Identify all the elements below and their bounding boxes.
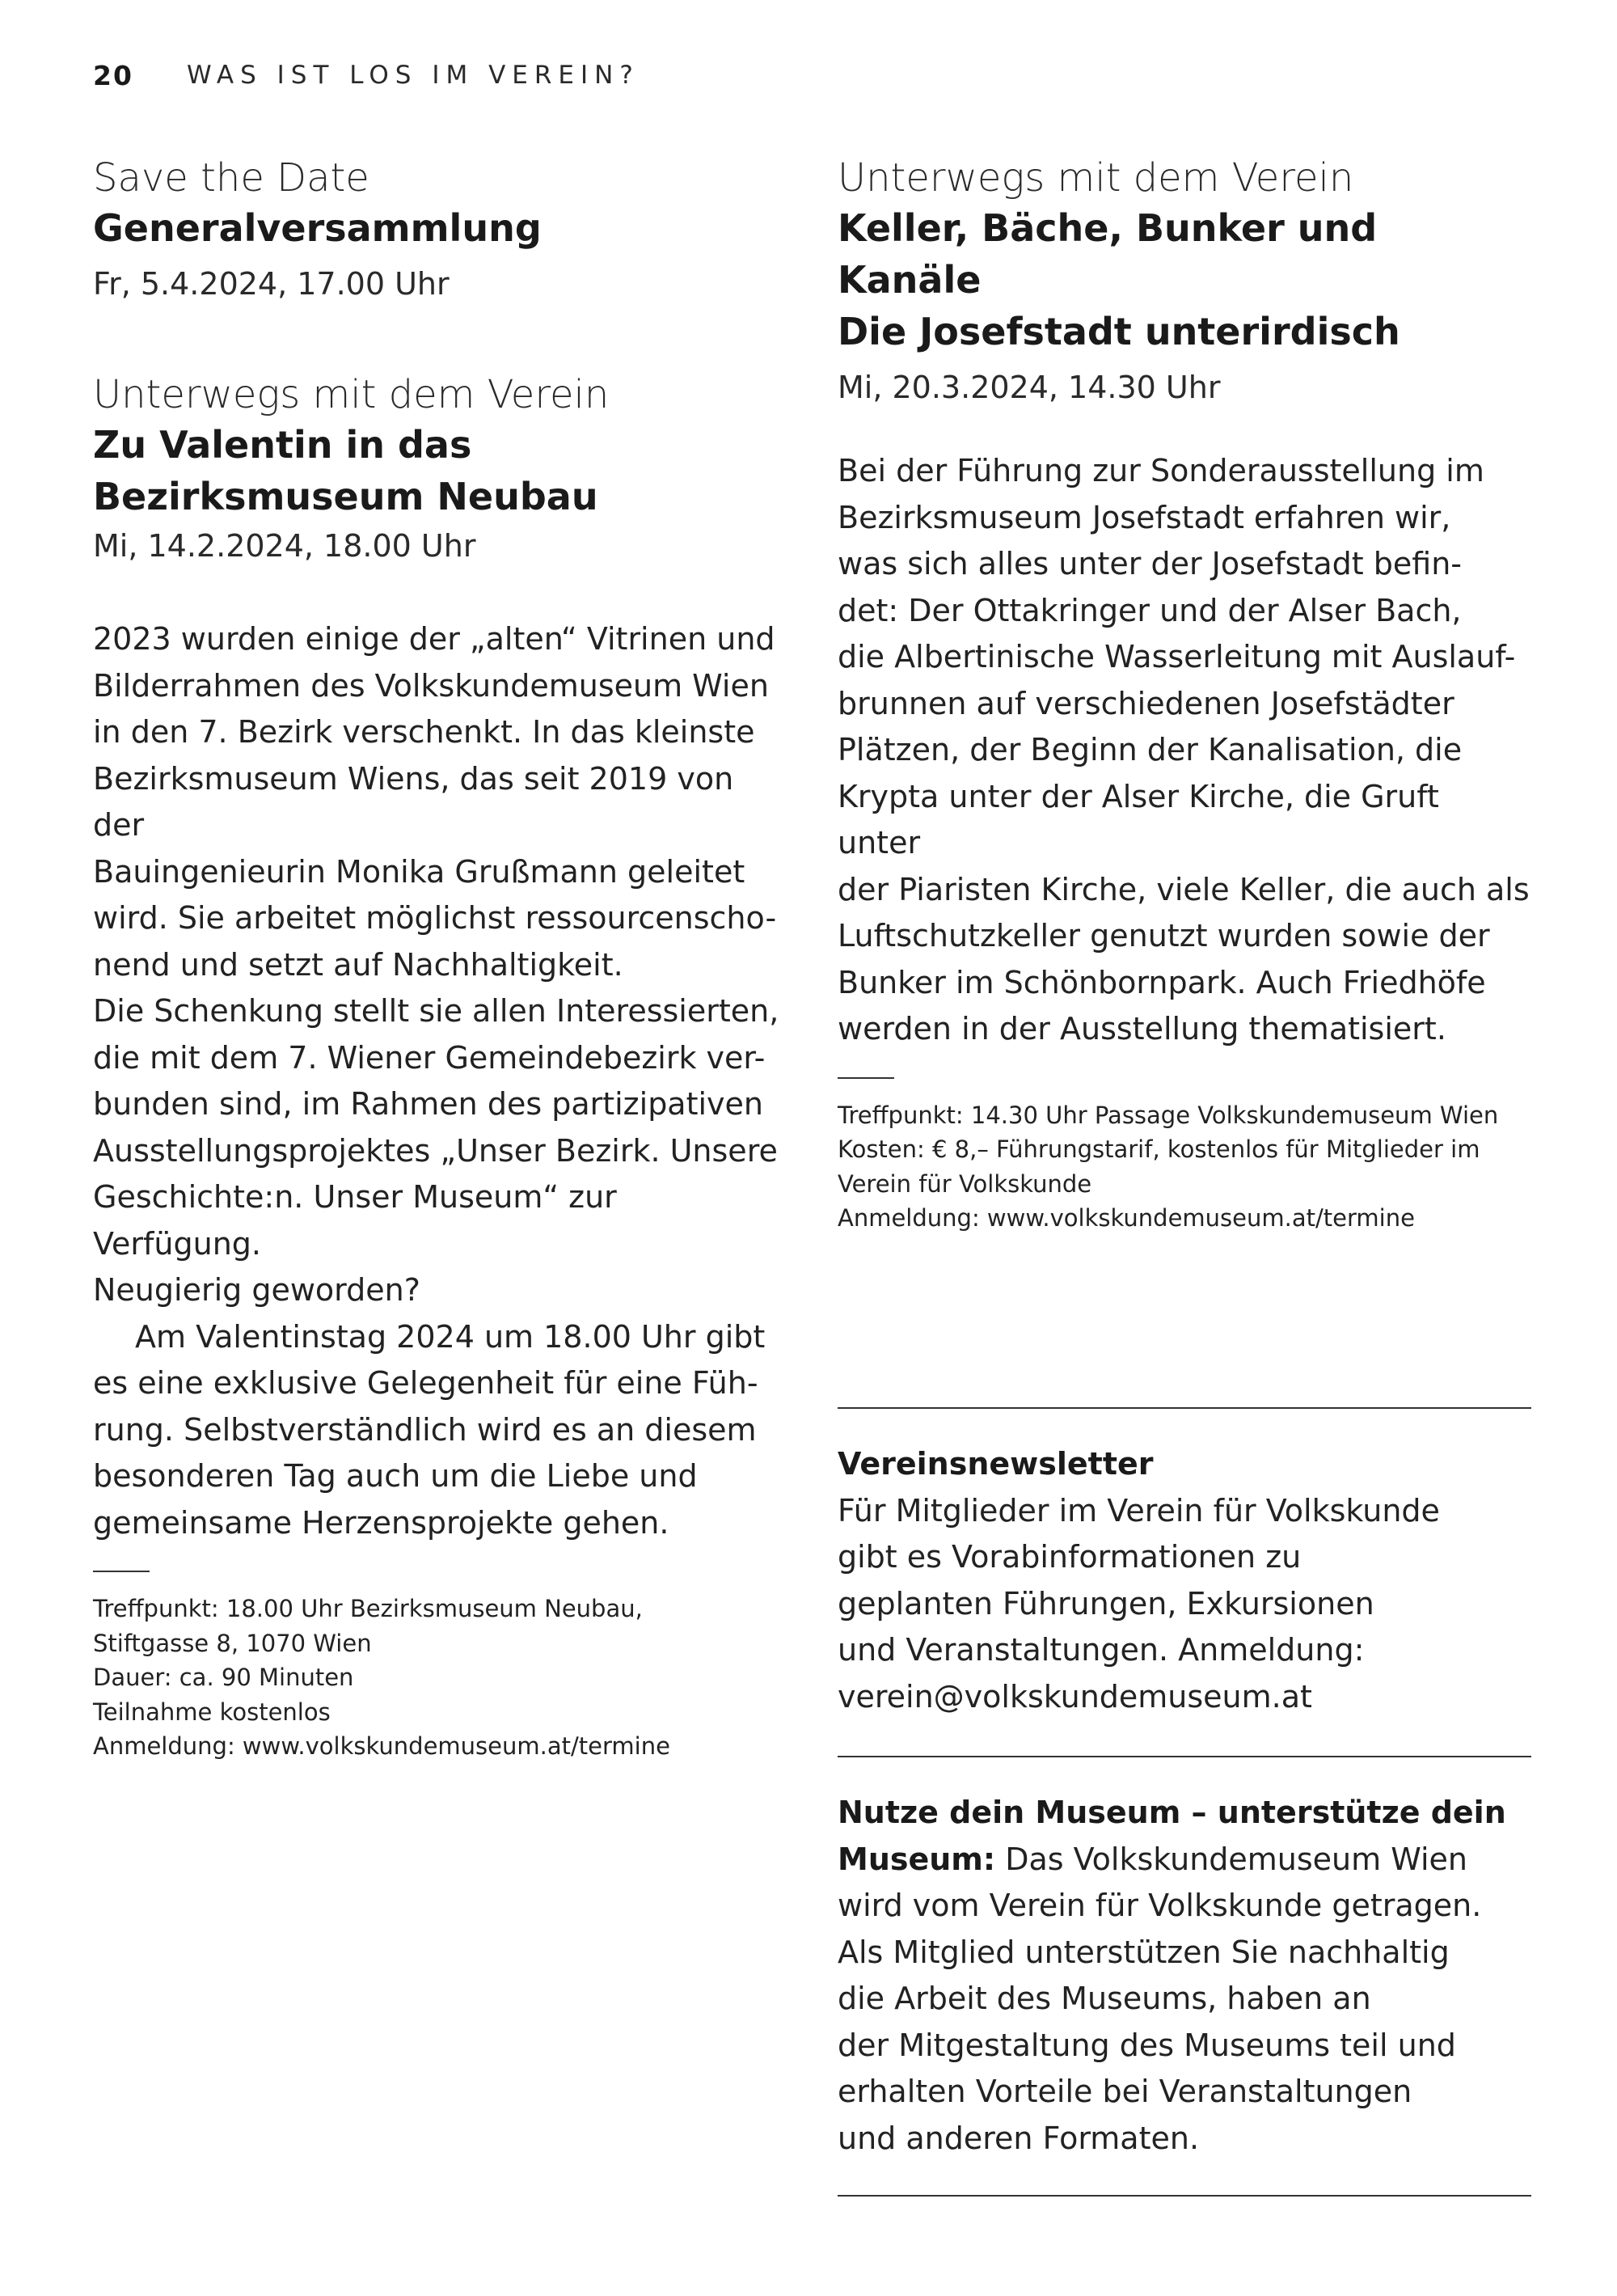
text-line: 2023 wurden einige der „alten“ Vitrinen und (93, 621, 775, 657)
newsletter-box (838, 1441, 1531, 1720)
section-rule (838, 2195, 1531, 2197)
text-line: Bilderrahmen des Volkskundemuseum Wien (93, 667, 769, 704)
text-line: gibt es Vorabinformationen zu (838, 1539, 1302, 1575)
page-number: 20 (93, 59, 133, 91)
event-generalversammlung (93, 154, 788, 307)
text-line: Geschichte:n. Unser Museum“ zur Verfügung. (93, 1179, 617, 1262)
text-line: bunden sind, im Rahmen des partizipativen (93, 1086, 764, 1122)
text-line: die Arbeit des Museums, haben an (838, 1981, 1371, 2016)
text-line: der Mitgestaltung des Museums teil und (838, 2027, 1456, 2063)
text-line: und anderen Formaten. (838, 2120, 1200, 2156)
support-box (838, 1790, 1531, 2162)
text-line: erhalten Vorteile bei Veranstaltungen (838, 2074, 1412, 2109)
event-title: Generalversammlung (93, 206, 542, 250)
event-valentin (93, 370, 788, 1764)
text-line: rung. Selbstverständlich wird es an diesem (93, 1411, 757, 1448)
text-line: geplanten Führungen, Exkursionen (838, 1585, 1374, 1622)
section-rule (838, 1756, 1531, 1757)
event-title-line: Bezirksmuseum Neubau (93, 475, 598, 518)
info-line: Treffpunkt: 14.30 Uhr Passage Volkskundemuseum Wien (838, 1101, 1499, 1129)
event-title-line: Die Josefstadt unterirdisch (838, 310, 1400, 353)
text-line: Die Schenkung stellt sie allen Interessierten, (93, 993, 779, 1029)
text-line: es eine exklusive Gelegenheit für eine Füh- (93, 1365, 758, 1401)
event-title-line: Zu Valentin in das (93, 423, 472, 467)
text-line: Plätzen, der Beginn der Kanalisation, die (838, 732, 1463, 767)
text-line: Krypta unter der Alser Kirche, die Gruft unter (838, 778, 1439, 860)
event-kicker: Unterwegs mit dem Verein (93, 372, 610, 417)
text-line: und Veranstaltungen. Anmeldung: (838, 1632, 1365, 1668)
text-line: in den 7. Bezirk verschenkt. In das kleinste (93, 714, 755, 750)
text-line: Bei der Führung zur Sonderausstellung im (838, 453, 1484, 488)
event-date: Mi, 20.3.2024, 14.30 Uhr (838, 370, 1221, 405)
info-line: Dauer: ca. 90 Minuten (93, 1664, 354, 1691)
text-line: werden in der Ausstellung thematisiert. (838, 1011, 1446, 1047)
event-date: Fr, 5.4.2024, 17.00 Uhr (93, 266, 450, 302)
text-fragment: Das Volkskundemuseum Wien (995, 1841, 1467, 1877)
text-line: Bezirksmuseum Josefstadt erfahren wir, (838, 499, 1451, 535)
info-line: Kosten: € 8,– Führungstarif, kostenlos für Mitglieder im (838, 1135, 1480, 1163)
event-description (838, 448, 1531, 1053)
page-header (93, 55, 640, 95)
text-line: Bunker im Schönbornpark. Auch Friedhöfe (838, 964, 1486, 1000)
event-description (93, 616, 788, 1546)
event-kicker: Save the Date (93, 155, 369, 201)
divider (838, 1077, 894, 1079)
info-line: Stiftgasse 8, 1070 Wien (93, 1629, 372, 1657)
event-info (838, 1098, 1531, 1236)
info-line: Anmeldung: www.volkskundemuseum.at/termine (838, 1204, 1415, 1232)
text-line: wird vom Verein für Volkskunde getragen. (838, 1888, 1482, 1923)
support-heading: Nutze dein Museum – unterstütze dein (838, 1795, 1506, 1830)
text-line: wird. Sie arbeitet möglichst ressourcenscho- (93, 900, 777, 936)
text-line: det: Der Ottakringer und der Alser Bach, (838, 592, 1462, 628)
info-line: Teilnahme kostenlos (93, 1698, 331, 1726)
text-line: Am Valentinstag 2024 um 18.00 Uhr gibt (135, 1318, 766, 1355)
event-title-line: Keller, Bäche, Bunker und Kanäle (838, 206, 1378, 302)
text-line: Luftschutzkeller genutzt wurden sowie der (838, 918, 1490, 953)
event-kicker: Unterwegs mit dem Verein (838, 155, 1354, 201)
section-rule (838, 1407, 1531, 1409)
info-line: Verein für Volkskunde (838, 1169, 1092, 1198)
text-line: Neugierig geworden? (93, 1272, 420, 1308)
text-line: nend und setzt auf Nachhaltigkeit. (93, 946, 623, 983)
text-line: Als Mitglied unterstützen Sie nachhaltig (838, 1934, 1450, 1970)
right-column (838, 154, 1531, 1236)
text-line: brunnen auf verschiedenen Josefstädter (838, 685, 1454, 721)
text-line: Bauingenieurin Monika Grußmann geleitet (93, 853, 745, 890)
text-line: gemeinsame Herzensprojekte gehen. (93, 1504, 669, 1541)
newsletter-heading: Vereinsnewsletter (838, 1446, 1154, 1482)
info-line: Anmeldung: www.volkskundemuseum.at/termine (93, 1732, 670, 1760)
left-column (93, 154, 788, 1764)
text-line: die Albertinische Wasserleitung mit Auslauf- (838, 639, 1516, 674)
event-date: Mi, 14.2.2024, 18.00 Uhr (93, 528, 476, 564)
event-info (93, 1592, 788, 1764)
text-line: Bezirksmuseum Wiens, das seit 2019 von der (93, 760, 734, 843)
event-josefstadt (838, 154, 1531, 1236)
text-line: die mit dem 7. Wiener Gemeindebezirk ver- (93, 1039, 766, 1076)
newsletter-email[interactable]: verein@volkskundemuseum.at (838, 1678, 1312, 1715)
text-line: Ausstellungsprojektes „Unser Bezirk. Unsere (93, 1132, 778, 1169)
text-line: was sich alles unter der Josefstadt befin- (838, 546, 1462, 581)
divider (93, 1571, 150, 1572)
text-line: der Piaristen Kirche, viele Keller, die auch als (838, 871, 1530, 907)
text-line: Für Mitglieder im Verein für Volkskunde (838, 1492, 1440, 1529)
support-heading: Museum: (838, 1841, 996, 1877)
info-line: Treffpunkt: 18.00 Uhr Bezirksmuseum Neubau, (93, 1595, 643, 1622)
text-line: besonderen Tag auch um die Liebe und (93, 1458, 698, 1494)
section-title: WAS IST LOS IM VEREIN? (186, 61, 640, 90)
